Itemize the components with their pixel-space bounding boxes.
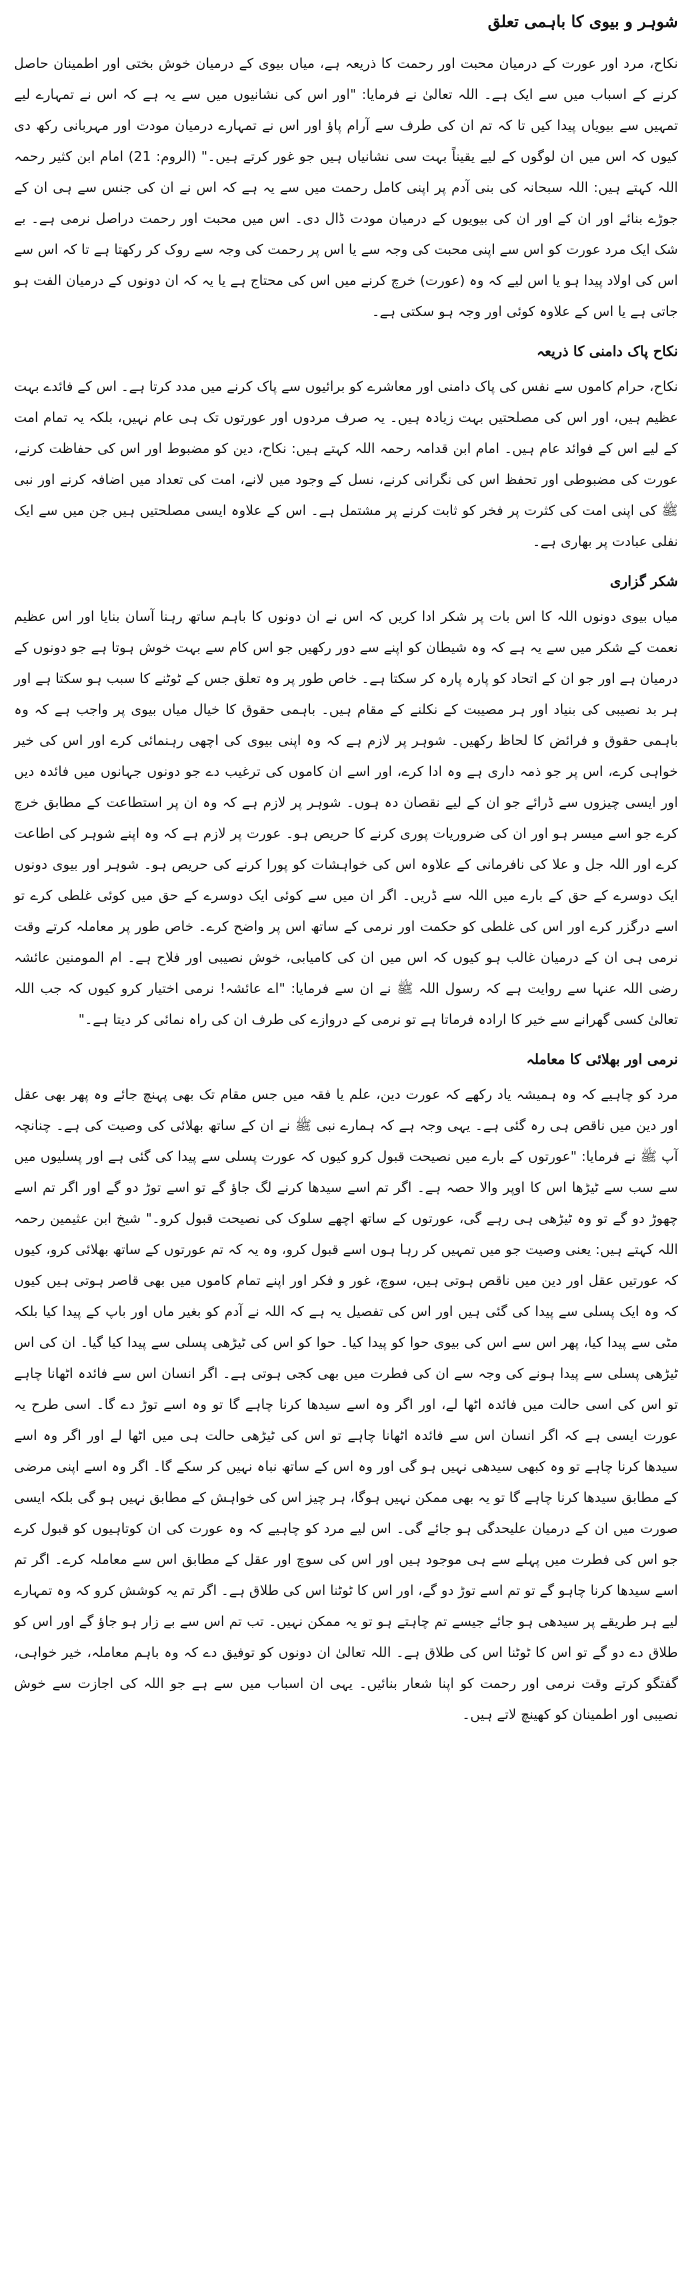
heading-gentleness: نرمی اور بھلائی کا معاملہ: [526, 1052, 678, 1068]
intro-paragraph: نکاح، مرد اور عورت کے درمیان محبت اور رحمت کا ذریعہ ہے، میاں بیوی کے درمیان خوش بختی اور اطمینان حاصل کرنے کے اسباب میں سے ایک ہے۔ اللہ تعالیٰ نے فرمایا: "اور اس کی نشانیوں میں سے یہ ہے کہ اس نے تمہارے لیے تمہیں سے بیویاں پیدا کیں تا کہ تم ان کی طرف سے آرام پاؤ اور اس نے تمہارے درمیان مودت اور مہربانی رکھ دی کیوں کہ اس میں ان لوگوں کے لیے یقیناً بہت سی نشانیاں ہیں جو غور کرتے ہیں۔" (الروم: 21) امام ابن کثیر رحمہ اللہ کہتے ہیں: اللہ سبحانہ کی بنی آدم پر اپنی کامل رحمت میں سے یہ ہے کہ اس نے ان کی جنس سے ہی ان کے جوڑے بنائے اور ان کے اور ان کی بیویوں کے درمیان مودت ڈال دی۔ اس میں محبت اور رحمت دراصل نرمی ہے۔ بے شک ایک مرد عورت کو اس سے اپنی محبت کی وجہ سے یا اس پر رحمت کی وجہ سے روک کر رکھتا ہے تا کہ اس سے اس کی اولاد پیدا ہو یا اس لیے کہ وہ (عورت) خرچ کرنے میں اس کی محتاج ہے یا یہ کہ ان دونوں کے درمیان الفت ہو جاتی ہے یا اس کے علاوہ کوئی اور وجہ ہو سکتی ہے۔: [14, 56, 678, 320]
article-title: شوہر و بیوی کا باہمی تعلق: [487, 12, 678, 31]
heading-chastity: نکاح پاک دامنی کا ذریعہ: [536, 344, 678, 360]
gratitude-paragraph: میاں بیوی دونوں اللہ کا اس بات پر شکر ادا کریں کہ اس نے ان دونوں کا باہم ساتھ رہنا آسان بنایا اور اس عظیم نعمت کے شکر میں سے یہ ہے کہ وہ شیطان کو اپنے سے دور رکھیں جو اس کام سے بہت خوش ہوتا ہے جو دونوں کے درمیان ہے اور جو ان کے اتحاد کو پارہ پارہ کر سکتا ہے۔ خاص طور پر وہ تعلق جس کے ٹوٹنے کا سبب ہو سکتا ہے اور ہر بد نصیبی کی بنیاد اور ہر مصیبت کے نکلنے کے مقام ہیں۔ باہمی حقوق کا خیال میاں بیوی پر واجب ہے کہ وہ باہمی حقوق و فرائض کا لحاظ رکھیں۔ شوہر پر لازم ہے کہ وہ اپنی بیوی کی اچھی رہنمائی کرے اور اس کی خیر خواہی کرے، اس پر جو ذمہ داری ہے وہ ادا کرے، اور اسے ان کاموں کی ترغیب دے جو دونوں جہانوں میں فائدہ دیں اور ایسی چیزوں سے ڈرائے جو ان کے لیے نقصان دہ ہوں۔ شوہر پر لازم ہے کہ وہ ان پر استطاعت کے مطابق خرچ کرے جو اسے میسر ہو اور ان کی ضروریات پوری کرنے کا حریص ہو۔ عورت پر لازم ہے کہ وہ اپنے شوہر کی اطاعت کرے اور اللہ جل و علا کی نافرمانی کے علاوہ اس کی خواہشات کو پورا کرنے کی حریص ہو۔ شوہر اور بیوی دونوں ایک دوسرے کے حق کے بارے میں اللہ سے ڈریں۔ اگر ان میں سے کوئی ایک دوسرے کے حق میں کوئی غلطی کرے تو اسے درگزر کرے اور اس کی غلطی کو حکمت اور نرمی کے ساتھ اس پر واضح کرے۔ خاص طور پر معاملہ کرتے وقت نرمی ہی ان کے درمیان غالب ہو کیوں کہ اس میں ان کی کامیابی، خوش نصیبی اور فلاح ہے۔ ام المومنین عائشہ رضی اللہ عنہا سے روایت ہے کہ رسول اللہ ﷺ نے ان سے فرمایا: "اے عائشہ! نرمی اختیار کرو کیوں کہ جب اللہ تعالیٰ کسی گھرانے سے خیر کا ارادہ فرماتا ہے تو نرمی کے دروازے کی طرف ان کی راہ نمائی کر دیتا ہے۔": [14, 609, 678, 1028]
chastity-paragraph: نکاح، حرام کاموں سے نفس کی پاک دامنی اور معاشرے کو برائیوں سے پاک کرنے میں مدد کرتا ہے۔ اس کے فائدے بہت عظیم ہیں، اور اس کی مصلحتیں بہت زیادہ ہیں۔ یہ صرف مردوں اور عورتوں تک ہی عام نہیں، بلکہ یہ تمام امت کے لیے اس کے فوائد عام ہیں۔ امام ابن قدامہ رحمہ اللہ کہتے ہیں: نکاح، دین کو مضبوط اور اس کی حفاظت کرنے، عورت کی مضبوطی اور تحفظ اس کی نگرانی کرنے، نسل کے وجود میں لانے، امت کی تعداد میں اضافہ کرنے اور نبی ﷺ کی اپنی امت کی کثرت پر فخر کو ثابت کرنے پر مشتمل ہے۔ اس کے علاوہ ایسی مصلحتیں ہیں جن میں سے ایک نفلی عبادت پر بھاری ہے۔: [14, 379, 678, 550]
gentleness-paragraph: مرد کو چاہیے کہ وہ ہمیشہ یاد رکھے کہ عورت دین، علم یا فقہ میں جس مقام تک بھی پہنچ جائے وہ پھر بھی عقل اور دین میں ناقص ہی رہ گئی ہے۔ یہی وجہ ہے کہ ہمارے نبی ﷺ نے ان کے ساتھ بھلائی کی وصیت کی ہے۔ چنانچہ آپ ﷺ نے فرمایا: "عورتوں کے بارے میں نصیحت قبول کرو کیوں کہ عورت پسلی سے پیدا کی گئی ہے اور پسلیوں میں سے سب سے ٹیڑھا اس کا اوپر والا حصہ ہے۔ اگر تم اسے سیدھا کرنے لگ جاؤ گے تو اسے توڑ دو گے اور اگر تم اسے چھوڑ دو گے تو وہ ٹیڑھی ہی رہے گی، عورتوں کے ساتھ اچھے سلوک کی نصیحت قبول کرو۔" شیخ ابن عثیمین رحمہ اللہ کہتے ہیں: یعنی وصیت جو میں تمہیں کر رہا ہوں اسے قبول کرو، وہ یہ کہ تم عورتوں کے ساتھ بھلائی کرو، کیوں کہ عورتیں عقل اور دین میں ناقص ہوتی ہیں، سوچ، غور و فکر اور اپنے تمام کاموں میں بھی قاصر ہوتی ہیں کیوں کہ وہ ایک پسلی سے پیدا کی گئی ہیں اور اس کی تفصیل یہ ہے کہ اللہ نے آدم کو بغیر ماں اور باپ کے پیدا کیا بلکہ مٹی سے پیدا کیا، پھر اس سے اس کی بیوی حوا کو پیدا کیا۔ حوا کو اس کی ٹیڑھی پسلی سے پیدا کیا گیا۔ ان کی اس ٹیڑھی پسلی سے پیدا ہونے کی وجہ سے ان کی فطرت میں بھی کجی ہوتی ہے۔ اگر انسان اس سے فائدہ اٹھانا چاہے تو اس کی اسی حالت میں فائدہ اٹھا لے، اور اگر وہ اسے سیدھا کرنا چاہے گا تو وہ اسے توڑ دے گا۔ اسی طرح یہ عورت ایسی ہے کہ اگر انسان اس سے فائدہ اٹھانا چاہے تو اس کی ٹیڑھی حالت ہی میں اٹھا لے اور اگر وہ اسے سیدھا کرنا چاہے تو وہ کبھی سیدھی نہیں ہو گی اور وہ اس کے ساتھ نباہ نہیں کر سکے گا۔ اگر وہ اسے اپنی مرضی کے مطابق سیدھا کرنا چاہے گا تو یہ بھی ممکن نہیں ہوگا، ہر چیز اس کی خواہش کے مطابق نہیں ہو گی بلکہ ایسی صورت میں ان کے درمیان علیحدگی ہو جائے گی۔ اس لیے مرد کو چاہیے کہ وہ عورت کی ان کوتاہیوں کو قبول کرے جو اس کی فطرت میں پہلے سے ہی موجود ہیں اور اس کی سوچ اور عقل کے مطابق اس سے معاملہ کرے۔ اگر تم اسے سیدھا کرنا چاہو گے تو تم اسے توڑ دو گے، اور اس کا ٹوٹنا اس کی طلاق ہے۔ اگر تم یہ کوشش کرو کہ وہ تمہارے لیے ہر طریقے پر سیدھی ہو جائے جیسے تم چاہتے ہو تو یہ ممکن نہیں۔ تب تم اس سے بے زار ہو جاؤ گے اور اس کو طلاق دے دو گے تو اس کا ٹوٹنا اس کی طلاق ہے۔ اللہ تعالیٰ ان دونوں کو توفیق دے کہ وہ باہم معاملہ، خیر خواہی، گفتگو کرتے وقت نرمی اور رحمت کو اپنا شعار بنائیں۔ یہی ان اسباب میں سے ہے جو اللہ کی اجازت سے خوش نصیبی اور اطمینان کو کھینچ لاتے ہیں۔: [14, 1087, 678, 1723]
heading-gratitude: شکر گزاری: [609, 574, 678, 590]
